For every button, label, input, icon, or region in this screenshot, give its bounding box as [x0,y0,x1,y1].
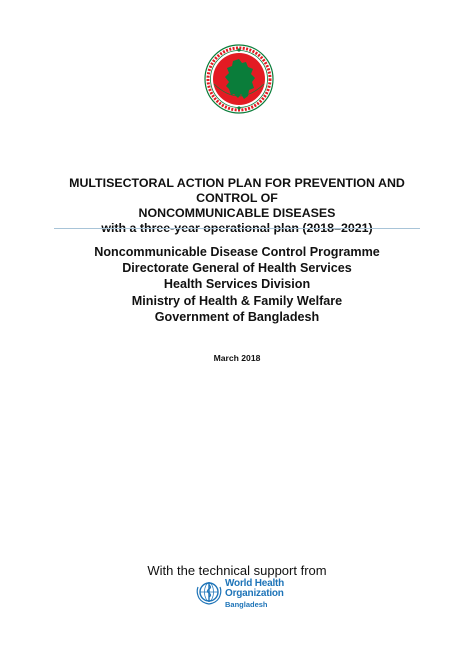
who-logo [196,579,296,613]
organization-block [40,244,434,325]
title-line-3: with a three-year operational plan (2018–2021) [101,221,373,235]
title-line-2: NONCOMMUNICABLE DISEASES [138,206,336,220]
support-text: With the technical support from [147,563,327,578]
org-division: Health Services Division [163,277,311,292]
org-government: Government of Bangladesh [154,309,320,324]
org-ministry: Ministry of Health & Family Welfare [131,293,343,308]
publication-date: March 2018 [213,353,261,363]
org-programme: Noncommunicable Disease Control Programme [94,245,380,259]
org-directorate: Directorate General of Health Services [122,261,352,276]
document-title [40,176,434,236]
who-line-2: Organization [225,588,284,599]
who-wordmark [225,579,284,610]
who-line-3: Bangladesh [225,600,268,609]
who-line-1: World Health [225,578,285,589]
title-divider [54,228,420,229]
government-seal-icon [204,44,274,114]
title-line-1: MULTISECTORAL ACTION PLAN FOR PREVENTION AND CONTROL OF [69,176,405,205]
who-emblem-icon [196,579,222,605]
